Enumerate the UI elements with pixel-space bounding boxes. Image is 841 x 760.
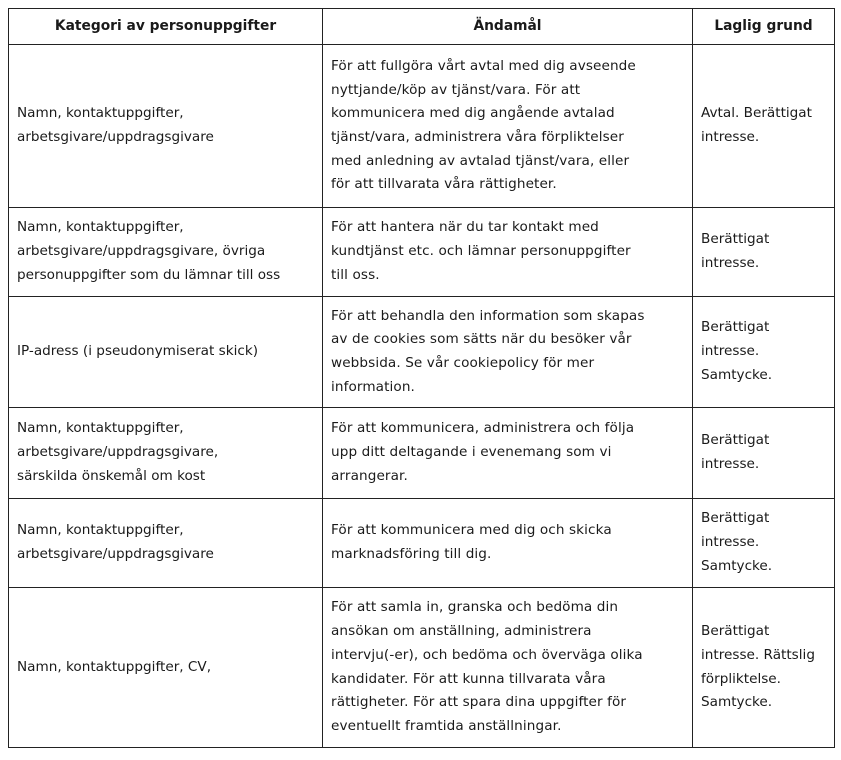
cell-category: Namn, kontaktuppgifter, CV, [9, 588, 323, 748]
cell-legal-basis: Berättigat intresse. [693, 208, 835, 297]
cell-legal-basis: Berättigat intresse. Samtycke. [693, 297, 835, 408]
table-row [9, 588, 835, 748]
table-row [9, 45, 835, 208]
table-body [9, 45, 835, 748]
cell-purpose: För att samla in, granska och bedöma din ansökan om anställning, administrera intervju(-er), och bedöma och överväga olika kandidater. För att kunna tillvarata våra rättigheter. För att spara dina uppgifter för eventuellt framtida anställningar. [323, 588, 693, 748]
cell-category: IP-adress (i pseudonymiserat skick) [9, 297, 323, 408]
personal-data-table [8, 8, 835, 748]
header-legal-basis: Laglig grund [693, 9, 835, 45]
table-header [9, 9, 835, 45]
table-row [9, 208, 835, 297]
cell-purpose: För att fullgöra vårt avtal med dig avseende nyttjande/köp av tjänst/vara. För att kommunicera med dig angående avtalad tjänst/vara, administrera våra förpliktelser med anledning av avtalad tjänst/vara, eller för att tillvarata våra rättigheter. [323, 45, 693, 208]
cell-purpose: För att kommunicera med dig och skicka marknadsföring till dig. [323, 499, 693, 588]
table-row [9, 499, 835, 588]
cell-category: Namn, kontaktuppgifter, arbetsgivare/uppdragsgivare, övriga personuppgifter som du lämnar till oss [9, 208, 323, 297]
header-purpose: Ändamål [323, 9, 693, 45]
cell-purpose: För att behandla den information som skapas av de cookies som sätts när du besöker vår webbsida. Se vår cookiepolicy för mer information. [323, 297, 693, 408]
cell-purpose: För att kommunicera, administrera och följa upp ditt deltagande i evenemang som vi arrangerar. [323, 408, 693, 499]
cell-legal-basis: Berättigat intresse. Rättslig förpliktelse. Samtycke. [693, 588, 835, 748]
cell-purpose: För att hantera när du tar kontakt med kundtjänst etc. och lämnar personuppgifter till oss. [323, 208, 693, 297]
cell-category: Namn, kontaktuppgifter, arbetsgivare/uppdragsgivare, särskilda önskemål om kost [9, 408, 323, 499]
cell-legal-basis: Avtal. Berättigat intresse. [693, 45, 835, 208]
header-category: Kategori av personuppgifter [9, 9, 323, 45]
header-row [9, 9, 835, 45]
cell-category: Namn, kontaktuppgifter, arbetsgivare/uppdragsgivare [9, 499, 323, 588]
cell-legal-basis: Berättigat intresse. [693, 408, 835, 499]
table-row [9, 408, 835, 499]
cell-category: Namn, kontaktuppgifter, arbetsgivare/uppdragsgivare [9, 45, 323, 208]
cell-legal-basis: Berättigat intresse. Samtycke. [693, 499, 835, 588]
table-row [9, 297, 835, 408]
